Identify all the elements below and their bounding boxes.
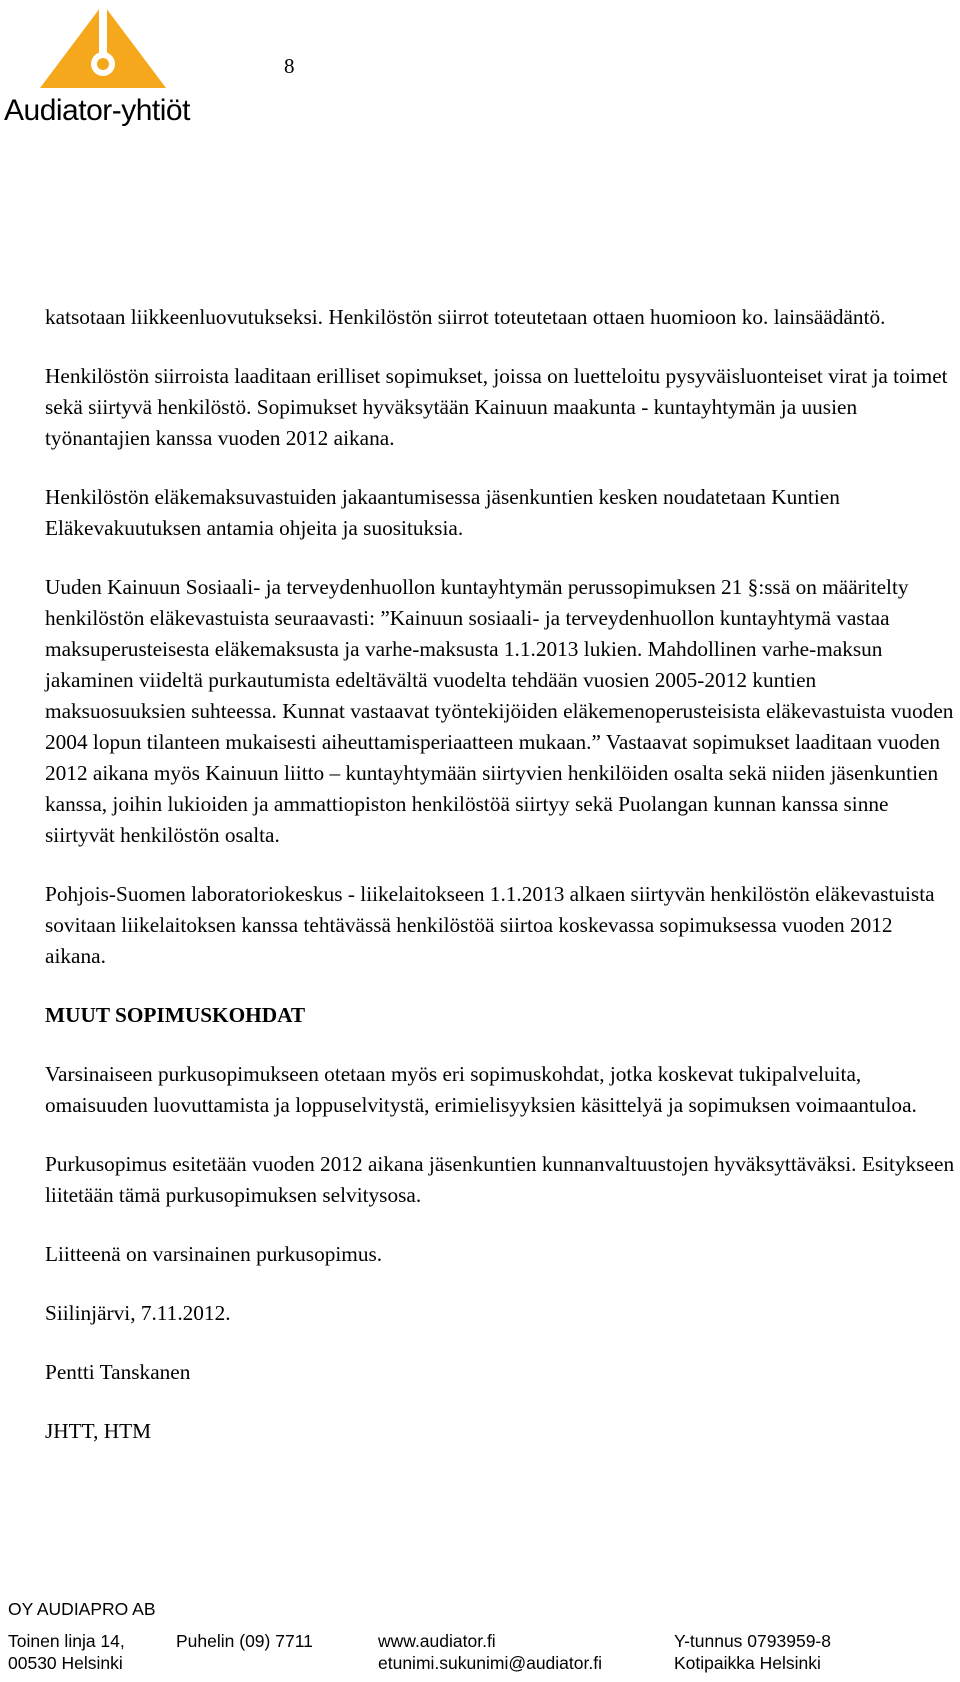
logo-triangle-icon: [38, 4, 168, 90]
paragraph: Henkilöstön eläkemaksuvastuiden jakaantumisessa jäsenkuntien kesken noudatetaan Kuntien Eläkevakuutuksen antamia ohjeita ja suosituksia.: [45, 485, 840, 540]
place-date: Siilinjärvi, 7.11.2012.: [45, 1301, 231, 1325]
footer-street: Toinen linja 14,: [8, 1631, 125, 1651]
footer-address: [8, 1630, 125, 1674]
paragraph: Liitteenä on varsinainen purkusopimus.: [45, 1242, 383, 1266]
document-body: [45, 302, 957, 1475]
paragraph: Purkusopimus esitetään vuoden 2012 aikana jäsenkuntien kunnanvaltuustojen hyväksyttäväksi. Esitykseen liitetään tämä purkusopimuksen selvitysosa.: [45, 1152, 955, 1207]
paragraph: katsotaan liikkeenluovutukseksi. Henkilöstön siirrot toteutetaan ottaen huomioon ko. lainsäädäntö.: [45, 305, 886, 329]
page-number: 8: [284, 54, 295, 78]
footer-website[interactable]: www.audiator.fi: [378, 1631, 496, 1651]
footer-phone-block: [176, 1630, 313, 1652]
footer-domicile: Kotipaikka Helsinki: [674, 1653, 821, 1673]
footer-city: 00530 Helsinki: [8, 1653, 123, 1673]
footer-web-block: [378, 1630, 602, 1674]
paragraph: Henkilöstön siirroista laaditaan erilliset sopimukset, joissa on luetteloitu pysyväisluonteiset virat ja toimet sekä siirtyvä henkilöstö. Sopimukset hyväksytään Kainuun maakunta - kuntayhtymän ja uusien työnantajien kanssa vuoden 2012 aikana.: [45, 364, 948, 450]
company-logo: [4, 4, 214, 134]
signatory-name: Pentti Tanskanen: [45, 1360, 191, 1384]
section-heading: MUUT SOPIMUSKOHDAT: [45, 1003, 306, 1027]
paragraph: Pohjois-Suomen laboratoriokeskus - liikelaitokseen 1.1.2013 alkaen siirtyvän henkilöstön eläkevastuista sovitaan liikelaitoksen kanssa tehtävässä henkilöstöä siirtoa koskevassa sopimuksessa vuoden 2012 aikana.: [45, 882, 935, 968]
signatory-title: JHTT, HTM: [45, 1419, 152, 1443]
footer-company: OY AUDIAPRO AB: [8, 1599, 156, 1619]
paragraph: Varsinaiseen purkusopimukseen otetaan myös eri sopimuskohdat, jotka koskevat tukipalveluita, omaisuuden luovuttamista ja loppuselvitystä, erimielisyyksien käsittelyä ja sopimuksen voimaantuloa.: [45, 1062, 917, 1117]
footer-registration: [674, 1630, 831, 1674]
footer-business-id: Y-tunnus 0793959-8: [674, 1631, 831, 1651]
footer-phone: Puhelin (09) 7711: [176, 1631, 313, 1651]
footer-email[interactable]: etunimi.sukunimi@audiator.fi: [378, 1653, 602, 1673]
paragraph: Uuden Kainuun Sosiaali- ja terveydenhuollon kuntayhtymän perussopimuksen 21 §:ssä on määritelty henkilöstön eläkevastuista seuraavasti: ”Kainuun sosiaali- ja terveydenhuollon kuntayhtymä vastaa maksuperusteisesta eläkemaksusta ja varhe-maksusta 1.1.2013 lukien. Mahdollinen varhe-maksun jakaminen viideltä purkautumista edeltävältä vuodelta tehdään vuosien 2005-2012 kuntien maksuosuuksien suhteessa. Kunnat vastaavat työntekijöiden eläkemenoperusteisista eläkevastuista vuoden 2004 lopun tilanteen mukaisesti aiheuttamisperiaatteen mukaan.” Vastaavat sopimukset laaditaan vuoden 2012 aikana myös Kainuun liitto – kuntayhtymään siirtyvien henkilöiden osalta sekä niiden jäsenkuntien kanssa, joihin lukioiden ja ammattiopiston henkilöstöä siirtyy sekä Puolangan kunnan kanssa sinne siirtyvät henkilöstön osalta.: [45, 575, 954, 847]
logo-text: Audiator-yhtiöt: [4, 94, 190, 127]
